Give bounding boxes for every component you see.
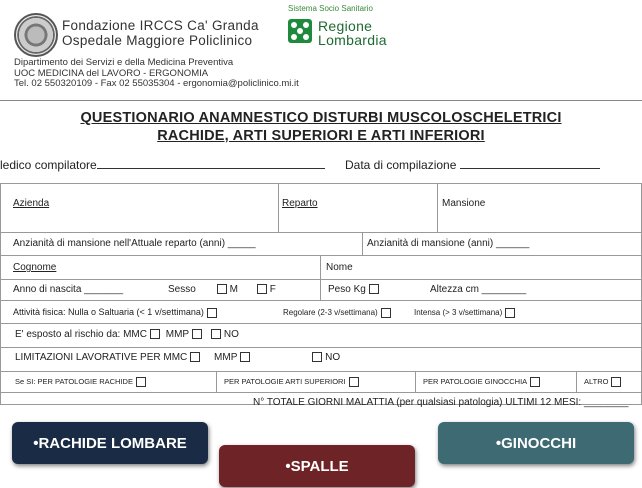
form-subtitle: RACHIDE, ARTI SUPERIORI E ARTI INFERIORI [157, 128, 485, 144]
regolare-label: Regolare (2-3 v/settimana) [283, 308, 378, 318]
divider [437, 183, 438, 232]
peso-label: Peso Kg [328, 284, 366, 295]
attivita-regolare-checkbox[interactable] [381, 308, 391, 318]
reparto-field[interactable]: Reparto [282, 198, 318, 209]
esposto-row [15, 329, 239, 340]
sesso-f-checkbox[interactable] [257, 284, 267, 294]
institution-seal-icon [14, 13, 58, 57]
divider [576, 371, 577, 392]
anzianita-reparto-field[interactable]: Anzianità di mansione nell'Attuale reparto (anni) _____ [13, 238, 256, 249]
sesso-label: Sesso [168, 284, 196, 295]
pat-ginocchia-checkbox[interactable] [530, 377, 540, 387]
esposto-no-label: NO [223, 329, 239, 340]
department-info: Dipartimento dei Servizi e della Medicina Preventiva UOC MEDICINA del LAVORO - ERGONOMIA Tel. 02 550320109 - Fax 02 55035304 - ergonomia@policlinico.mi.it [14, 57, 299, 89]
institution-name: Fondazione IRCCS Ca' Granda Ospedale Maggiore Policlinico [62, 18, 259, 48]
esposto-mmp-checkbox[interactable] [192, 329, 202, 339]
regione-name: Regione Lombardia [318, 18, 387, 48]
pat-arti-sup-checkbox[interactable] [349, 377, 359, 387]
esposto-no-checkbox[interactable] [211, 329, 221, 339]
mansione-field[interactable]: Mansione [442, 198, 486, 209]
date-field[interactable] [460, 159, 600, 169]
sesso-field [168, 284, 276, 295]
regolare-option [283, 308, 394, 318]
letterhead [0, 0, 642, 100]
divider [0, 347, 642, 348]
altezza-field[interactable]: Altezza cm ________ [430, 284, 527, 295]
azienda-field[interactable]: Azienda [13, 198, 50, 209]
divider [0, 232, 642, 233]
medico-label: ledico compilatore [0, 158, 97, 172]
lim-mmp-checkbox[interactable] [240, 352, 250, 362]
nome-field[interactable]: Nome [326, 262, 353, 273]
rachide-option [15, 377, 149, 387]
altro-option [584, 377, 624, 387]
peso-box[interactable] [369, 284, 379, 294]
pat-rachide-checkbox[interactable] [136, 377, 146, 387]
date-block [345, 158, 600, 172]
esposto-label: E' esposto al rischio da: MMC [15, 329, 147, 340]
limitazioni-label: LIMITAZIONI LAVORATIVE PER MMC [15, 352, 188, 363]
limitazioni-row [15, 352, 340, 363]
divider [278, 183, 279, 232]
sesso-m-label: M [229, 284, 238, 295]
intensa-option [414, 308, 518, 318]
divider [0, 371, 642, 372]
divider [0, 392, 642, 393]
attivita-label: Attività fisica: Nulla o Saltuaria (< 1 v/settimana) [13, 307, 204, 317]
altro-label: ALTRO [584, 377, 609, 386]
divider [0, 323, 642, 324]
anno-nascita-field[interactable]: Anno di nascita _______ [13, 284, 124, 295]
medico-field[interactable] [97, 159, 325, 169]
arti-sup-label: PER PATOLOGIE ARTI SUPERIORI [224, 377, 346, 386]
totale-giorni-field[interactable]: N° TOTALE GIORNI MALATTIA (per qualsiasi patologia) ULTIMI 12 MESI: ________ [253, 397, 629, 408]
arti-sup-option [224, 377, 362, 387]
lim-no-checkbox[interactable] [312, 352, 322, 362]
form-title: QUESTIONARIO ANAMNESTICO DISTURBI MUSCOLOSCHELETRICI [80, 110, 562, 126]
divider [0, 279, 642, 280]
pat-altro-checkbox[interactable] [611, 377, 621, 387]
ginocchi-button[interactable]: •GINOCCHI [438, 422, 634, 464]
se-si-label: Se SI: PER PATOLOGIE RACHIDE [15, 377, 133, 386]
intensa-label: Intensa (> 3 v/settimana) [414, 308, 503, 318]
ginocchia-option [423, 377, 543, 387]
anzianita-mansione-field[interactable]: Anzianità di mansione (anni) ______ [367, 238, 530, 249]
divider [415, 371, 416, 392]
rachide-lombare-button[interactable]: •RACHIDE LOMBARE [12, 422, 208, 464]
divider [320, 255, 321, 300]
sesso-m-checkbox[interactable] [217, 284, 227, 294]
attivita-intensa-checkbox[interactable] [505, 308, 515, 318]
divider [0, 255, 642, 256]
sistema-label: Sistema Socio Sanitario [288, 4, 373, 13]
sesso-f-label: F [269, 284, 276, 295]
peso-field[interactable] [328, 284, 382, 295]
ginocchia-label: PER PATOLOGIE GINOCCHIA [423, 377, 528, 386]
lim-mmp-label: MMP [214, 352, 238, 363]
divider [216, 371, 217, 392]
regione-logo-icon [288, 19, 312, 43]
attivita-row [13, 307, 220, 318]
divider [362, 232, 363, 255]
divider [0, 300, 642, 301]
spalle-button[interactable]: •SPALLE [219, 445, 415, 487]
cognome-field[interactable]: Cognome [13, 262, 57, 273]
date-label: Data di compilazione [345, 158, 457, 172]
attivita-nulla-checkbox[interactable] [207, 308, 217, 318]
questionnaire-form [0, 100, 642, 416]
esposto-mmp-label: MMP [165, 329, 190, 340]
esposto-mmc-checkbox[interactable] [150, 329, 160, 339]
compiler-row [0, 158, 642, 172]
lim-mmc-checkbox[interactable] [190, 352, 200, 362]
lim-no-label: NO [325, 352, 341, 363]
